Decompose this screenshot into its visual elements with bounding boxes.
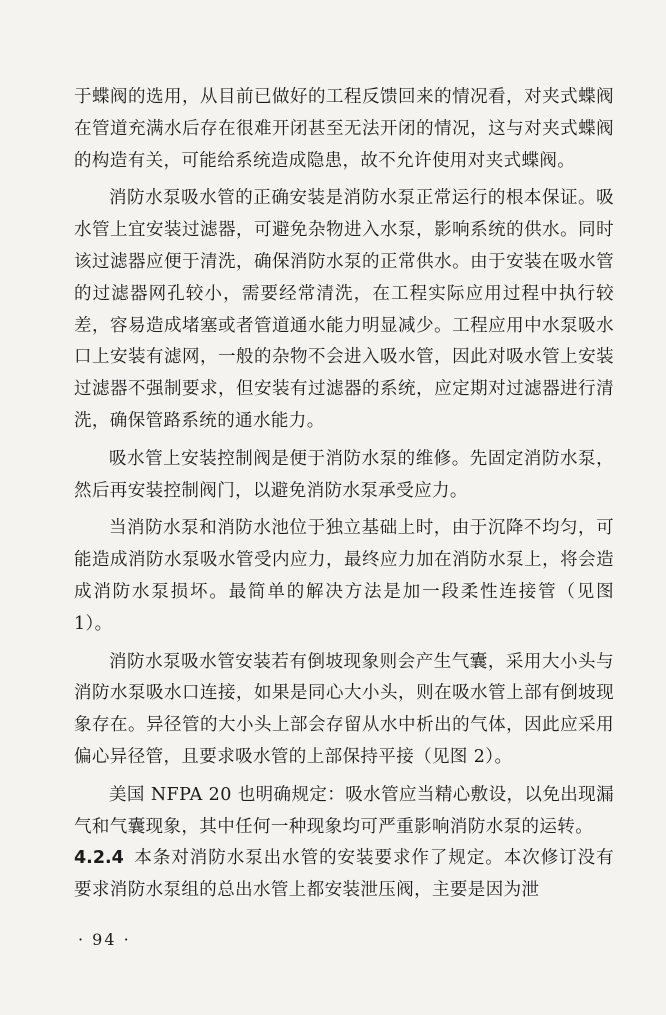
clause-4-2-4 [74,843,614,907]
paragraph-butterfly-valve: 于蝶阀的选用，从目前已做好的工程反馈回来的情况看，对夹式蝶阀在管道充满水后存在很难开闭甚至无法开闭的情况，这与对夹式蝶阀的构造有关，可能给系统造成隐患，故不允许使用对夹式蝶阀。 [74,87,614,171]
clause-text: 本条对消防水泵出水管的安装要求作了规定。本次修订没有要求消防水泵组的总出水管上都安装泄压阀，主要是因为泄 [74,848,614,901]
page-number: · 94 · [78,930,131,949]
paragraph-suction-pipe-installation: 消防水泵吸水管的正确安装是消防水泵正常运行的根本保证。吸水管上宜安装过滤器，可避免杂物进入水泵，影响系统的供水。同时该过滤器应便于清洗，确保消防水泵的正常供水。由于安装在吸水管的过滤器网孔较小，需要经常清洗，在工程实际应用过程中执行较差，容易造成堵塞或者管道通水能力明显减少。工程应用中水泵吸水口上安装有滤网，一般的杂物不会进入吸水管，因此对吸水管上安装过滤器不强制要求，但安装有过滤器的系统，应定期对过滤器进行清洗，确保管路系统的通水能力。 [74,188,614,431]
paragraph-control-valve: 吸水管上安装控制阀是便于消防水泵的维修。先固定消防水泵，然后再安装控制阀门，以避免消防水泵承受应力。 [74,448,614,501]
clause-number: 4.2.4 [74,848,124,869]
paragraph-flexible-connection: 当消防水泵和消防水池位于独立基础上时，由于沉降不均匀，可能造成消防水泵吸水管受内应力，最终应力加在消防水泵上，将会造成消防水泵损坏。最简单的解决方法是加一段柔性连接管（见图 1）。 [74,518,614,634]
paragraph-nfpa-20: 美国 NFPA 20 也明确规定：吸水管应当精心敷设，以免出现漏气和气囊现象，其中任何一种现象均可严重影响消防水泵的运转。 [74,784,614,837]
paragraph-eccentric-reducer: 消防水泵吸水管安装若有倒坡现象则会产生气囊，采用大小头与消防水泵吸水口连接，如果是同心大小头，则在吸水管上部有倒坡现象存在。异径管的大小头上部会存留从水中析出的气体，因此应采用偏心异径管，且要求吸水管的上部保持平接（见图 2）。 [74,651,614,767]
